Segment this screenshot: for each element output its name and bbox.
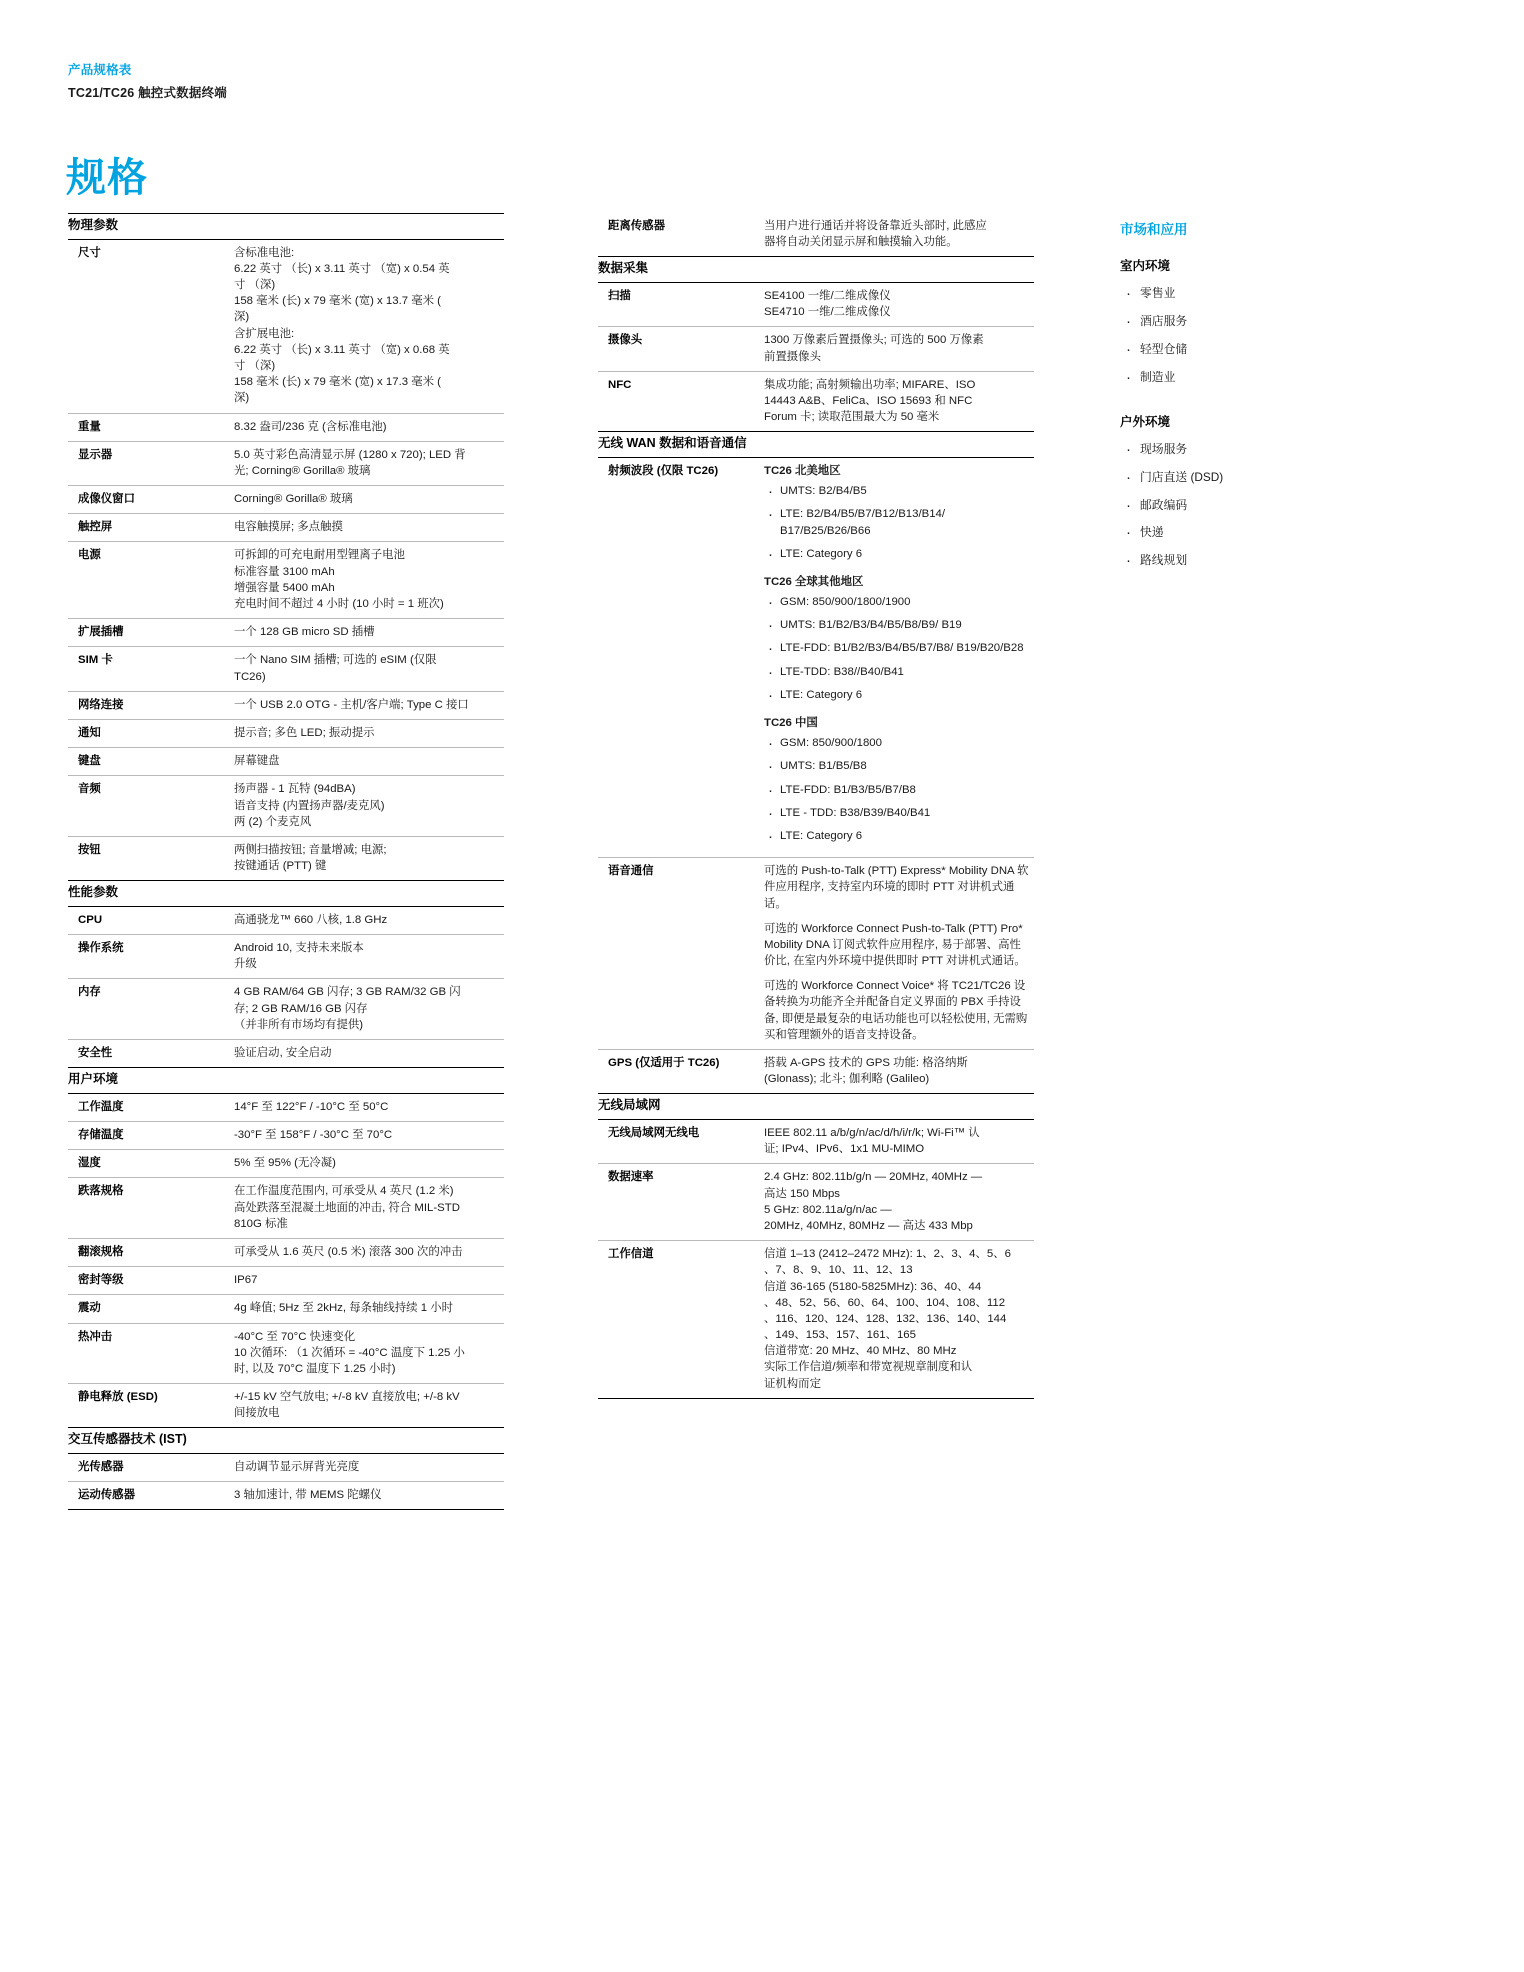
row-key: 内存 — [68, 979, 222, 1040]
spec-table — [598, 1120, 1034, 1399]
row-value — [222, 907, 504, 935]
table-row — [68, 1384, 504, 1428]
row-value — [222, 240, 504, 413]
value-line: 电容触摸屏; 多点触摸 — [234, 521, 343, 534]
list-item: · 零售业 — [1120, 286, 1400, 302]
value-line: 信道带宽: 20 MHz、40 MHz、80 MHz — [764, 1345, 957, 1358]
value-line: 5.0 英寸彩色高清显示屏 (1280 x 720); LED 背 — [234, 448, 466, 461]
table-row — [598, 1050, 1034, 1094]
row-key: 翻滚规格 — [68, 1238, 222, 1266]
row-value — [222, 1482, 504, 1510]
value-line: 时, 以及 70°C 温度下 1.25 小时) — [234, 1362, 396, 1375]
row-key: 键盘 — [68, 748, 222, 776]
list-item: · LTE-FDD: B1/B3/B5/B7/B8 — [764, 782, 1030, 798]
row-value — [222, 1454, 504, 1482]
market-list — [1120, 442, 1400, 570]
value-line: 器将自动关闭显示屏和触摸输入功能。 — [764, 236, 958, 249]
table-row — [68, 542, 504, 619]
table-row — [68, 748, 504, 776]
section-heading: 交互传感器技术 (IST) — [68, 1428, 504, 1454]
table-row — [68, 776, 504, 837]
value-line: 升级 — [234, 958, 257, 971]
proximity-sensor-table — [598, 213, 1034, 257]
value-line: 在工作温度范围内, 可承受从 4 英尺 (1.2 米) — [234, 1185, 454, 1198]
list-item: · GSM: 850/900/1800 — [764, 735, 1030, 751]
table-row — [68, 1178, 504, 1239]
row-value — [222, 776, 504, 837]
table-row — [68, 647, 504, 691]
value-line: IP67 — [234, 1274, 258, 1287]
row-key: 语音通信 — [598, 858, 752, 1050]
row-value — [222, 1150, 504, 1178]
value-line: 自动调节显示屏背光亮度 — [234, 1461, 360, 1474]
value-line: 一个 Nano SIM 插槽; 可选的 eSIM (仅限 — [234, 654, 437, 667]
spec-table — [68, 1454, 504, 1510]
table-row — [68, 907, 504, 935]
middle-column — [598, 213, 1034, 1399]
row-key: 显示器 — [68, 441, 222, 485]
row-key: SIM 卡 — [68, 647, 222, 691]
value-line: 6.22 英寸 （长) x 3.11 英寸 （宽) x 0.54 英 — [234, 262, 450, 275]
table-row — [68, 240, 504, 413]
table-row — [68, 1238, 504, 1266]
value-line: 一个 128 GB micro SD 插槽 — [234, 626, 375, 639]
value-line: 、116、120、124、128、132、136、140、144 — [764, 1312, 1007, 1325]
value-line: 10 次循环: （1 次循环 = -40°C 温度下 1.25 小 — [234, 1346, 465, 1359]
page-title: 规格 — [66, 156, 148, 200]
row-key: 密封等级 — [68, 1267, 222, 1295]
value-line: 两侧扫描按钮; 音量增减; 电源; — [234, 843, 387, 856]
value-line: 存; 2 GB RAM/16 GB 闪存 — [234, 1002, 368, 1015]
markets-title: 市场和应用 — [1120, 222, 1188, 237]
row-value — [222, 1094, 504, 1122]
value-line: 810G 标准 — [234, 1217, 288, 1230]
value-line: 高达 150 Mbps — [764, 1187, 840, 1200]
value-line: 一个 USB 2.0 OTG - 主机/客户端; Type C 接口 — [234, 698, 469, 711]
value-line: （并非所有市场均有提供) — [234, 1018, 364, 1031]
table-row — [598, 458, 1034, 858]
row-key: 成像仪窗口 — [68, 486, 222, 514]
row-value — [752, 458, 1034, 858]
value-line: 8.32 盎司/236 克 (含标准电池) — [234, 420, 387, 433]
row-key: 数据速率 — [598, 1164, 752, 1241]
list-item: · UMTS: B1/B5/B8 — [764, 758, 1030, 774]
value-line: 证; IPv4、IPv6、1x1 MU-MIMO — [764, 1143, 925, 1156]
spec-table — [598, 283, 1034, 432]
table-row — [598, 327, 1034, 371]
value-line: SE4710 一维/二维成像仪 — [764, 306, 891, 319]
table-row — [68, 1040, 504, 1068]
row-key: 工作温度 — [68, 1094, 222, 1122]
right-column — [1120, 213, 1400, 595]
row-value — [752, 1050, 1034, 1094]
row-key: 音频 — [68, 776, 222, 837]
value-line: 信道 36-165 (5180-5825MHz): 36、40、44 — [764, 1280, 982, 1293]
value-line: 、7、8、9、10、11、12、13 — [764, 1264, 913, 1277]
value-line: 实际工作信道/频率和带宽视规章制度和认 — [764, 1361, 973, 1374]
paragraph: 可选的 Workforce Connect Push-to-Talk (PTT) Pro* Mobility DNA 订阅式软件应用程序, 易于部署、高性价比, 在室内外环境中提供即时 PTT 对讲机式通话。 — [764, 922, 1026, 968]
paragraph: 可选的 Push-to-Talk (PTT) Express* Mobility DNA 软件应用程序, 支持室内环境的即时 PTT 对讲机式通话。 — [764, 865, 1029, 910]
value-line: 扬声器 - 1 瓦特 (94dBA) — [234, 783, 356, 796]
value-line: 14443 A&B、FeliCa、ISO 15693 和 NFC — [764, 394, 973, 407]
row-value — [752, 1120, 1034, 1164]
market-group-heading: 户外环境 — [1120, 414, 1171, 429]
row-key: 跌落规格 — [68, 1178, 222, 1239]
value-line: (Glonass); 北斗; 伽利略 (Galileo) — [764, 1073, 930, 1086]
row-value — [222, 514, 504, 542]
value-line: 语音支持 (内置扬声器/麦克风) — [234, 799, 385, 812]
band-list — [764, 594, 1030, 703]
section-heading: 用户环境 — [68, 1068, 504, 1094]
value-line: 高通骁龙™ 660 八核, 1.8 GHz — [234, 913, 388, 926]
value-line: SE4100 一维/二维成像仪 — [764, 290, 891, 302]
table-row — [598, 858, 1034, 1050]
value-line: 20MHz, 40MHz, 80MHz — 高达 433 Mbp — [764, 1219, 973, 1232]
row-value — [222, 1040, 504, 1068]
value-line: 、48、52、56、60、64、100、104、108、112 — [764, 1296, 1006, 1309]
row-key: NFC — [598, 371, 752, 432]
section-heading: 数据采集 — [598, 257, 1034, 283]
value-line: 3 轴加速计, 带 MEMS 陀螺仪 — [234, 1489, 382, 1502]
table-row — [68, 719, 504, 747]
value-line: 深) — [234, 392, 250, 405]
row-key: 触控屏 — [68, 514, 222, 542]
row-key: 无线局域网无线电 — [598, 1120, 752, 1164]
value-line: 可拆卸的可充电耐用型锂离子电池 — [234, 549, 405, 562]
table-row — [598, 1241, 1034, 1399]
row-value — [222, 1122, 504, 1150]
value-line: 158 毫米 (长) x 79 毫米 (宽) x 17.3 毫米 ( — [234, 376, 441, 389]
row-value — [222, 836, 504, 880]
row-value — [752, 327, 1034, 371]
row-value — [752, 371, 1034, 432]
table-row — [68, 1323, 504, 1384]
spec-table — [68, 240, 504, 882]
value-line: 搭载 A-GPS 技术的 GPS 功能: 格洛纳斯 — [764, 1057, 968, 1069]
table-row — [68, 619, 504, 647]
value-line: 5 GHz: 802.11a/g/n/ac — — [764, 1203, 892, 1216]
content-columns — [68, 213, 1460, 1510]
list-item: · UMTS: B2/B4/B5 — [764, 483, 1030, 499]
row-key: 通知 — [68, 719, 222, 747]
row-key: 距离传感器 — [598, 213, 752, 257]
table-row — [68, 1482, 504, 1510]
list-item: · LTE: Category 6 — [764, 828, 1030, 844]
table-row — [68, 691, 504, 719]
value-line: 2.4 GHz: 802.11b/g/n — 20MHz, 40MHz — — [764, 1171, 983, 1184]
value-line: 信道 1–13 (2412–2472 MHz): 1、2、3、4、5、6 — [764, 1248, 1011, 1261]
value-line: 两 (2) 个麦克风 — [234, 815, 312, 828]
row-key: 尺寸 — [68, 240, 222, 413]
row-key: 按钮 — [68, 836, 222, 880]
value-line: 14°F 至 122°F / -10°C 至 50°C — [234, 1100, 389, 1113]
row-key: CPU — [68, 907, 222, 935]
list-item: · 快递 — [1120, 525, 1400, 541]
value-line: 、149、153、157、161、165 — [764, 1329, 916, 1342]
value-line: IEEE 802.11 a/b/g/n/ac/d/h/i/r/k; Wi-Fi™ 认 — [764, 1127, 980, 1139]
row-key: 工作信道 — [598, 1241, 752, 1399]
band-group-heading: TC26 全球其他地区 — [764, 575, 864, 588]
value-line: TC26) — [234, 670, 266, 683]
row-value — [222, 441, 504, 485]
list-item: · 邮政编码 — [1120, 498, 1400, 514]
row-value — [752, 858, 1034, 1050]
value-line: +/-15 kV 空气放电; +/-8 kV 直接放电; +/-8 kV — [234, 1391, 460, 1404]
table-row — [68, 1454, 504, 1482]
value-line: 屏幕键盘 — [234, 755, 280, 768]
table-row — [68, 935, 504, 979]
row-value — [222, 542, 504, 619]
section-heading: 物理参数 — [68, 213, 504, 240]
market-list — [1120, 286, 1400, 386]
table-row — [68, 1267, 504, 1295]
row-key: 扩展插槽 — [68, 619, 222, 647]
row-value — [222, 935, 504, 979]
list-item: · 轻型仓储 — [1120, 342, 1400, 358]
table-row — [598, 1120, 1034, 1164]
list-item: · GSM: 850/900/1800/1900 — [764, 594, 1030, 610]
spec-table — [68, 1094, 504, 1429]
paragraph: 可选的 Workforce Connect Voice* 将 TC21/TC26 设备转换为功能齐全并配备自定义界面的 PBX 手持设备, 即便是最复杂的电话功能也可以轻松使用, 无需购买和管理额外的语音支持设备。 — [764, 980, 1028, 1041]
list-item: · 制造业 — [1120, 370, 1400, 386]
table-row — [68, 1295, 504, 1323]
list-item: · LTE: Category 6 — [764, 687, 1030, 703]
list-item: · 现场服务 — [1120, 442, 1400, 458]
value-line: 充电时间不超过 4 小时 (10 小时 = 1 班次) — [234, 598, 444, 610]
value-line: -30°F 至 158°F / -30°C 至 70°C — [234, 1129, 393, 1141]
value-line: Corning® Gorilla® 玻璃 — [234, 493, 353, 506]
section-heading: 无线局域网 — [598, 1094, 1034, 1120]
table-row — [598, 283, 1034, 327]
row-value — [222, 1384, 504, 1428]
value-line: 前置摄像头 — [764, 350, 821, 363]
value-line: 深) — [234, 311, 250, 324]
value-line: Android 10, 支持未来版本 — [234, 942, 364, 955]
market-group-heading: 室内环境 — [1120, 259, 1171, 273]
row-value — [222, 1323, 504, 1384]
section-heading: 性能参数 — [68, 881, 504, 907]
row-key: 网络连接 — [68, 691, 222, 719]
list-item: · 路线规划 — [1120, 553, 1400, 569]
row-key: 电源 — [68, 542, 222, 619]
wan-table — [598, 458, 1034, 1094]
list-item: · LTE-FDD: B1/B2/B3/B4/B5/B7/B8/ B19/B20/B28 — [764, 640, 1030, 656]
list-item: · LTE: Category 6 — [764, 546, 1030, 562]
row-value — [222, 1178, 504, 1239]
table-row — [68, 836, 504, 880]
table-row — [68, 514, 504, 542]
row-value — [222, 719, 504, 747]
table-row — [68, 1094, 504, 1122]
row-key: 湿度 — [68, 1150, 222, 1178]
value-line: 寸 （深) — [234, 359, 276, 372]
table-row — [598, 371, 1034, 432]
table-row — [68, 413, 504, 441]
value-line: 含标准电池: — [234, 246, 295, 259]
row-key: 射频波段 (仅限 TC26) — [598, 458, 752, 858]
row-value — [752, 1164, 1034, 1241]
list-item: · LTE: B2/B4/B5/B7/B12/B13/B14/ B17/B25/B26/B66 — [764, 506, 1030, 538]
value-line: 可承受从 1.6 英尺 (0.5 米) 滚落 300 次的冲击 — [234, 1245, 463, 1258]
value-line: 寸 （深) — [234, 279, 276, 291]
table-row — [598, 213, 1034, 257]
band-list — [764, 483, 1030, 562]
row-key: 扫描 — [598, 283, 752, 327]
row-value — [222, 979, 504, 1040]
row-value — [222, 486, 504, 514]
row-value — [222, 1295, 504, 1323]
list-item: · 酒店服务 — [1120, 314, 1400, 330]
value-line: 验证启动, 安全启动 — [234, 1047, 332, 1059]
document-subtitle: TC21/TC26 触控式数据终端 — [68, 86, 227, 100]
value-line: 提示音; 多色 LED; 振动提示 — [234, 726, 375, 739]
value-line: 高处跌落至混凝土地面的冲击, 符合 MIL-STD — [234, 1201, 460, 1214]
row-key: 摄像头 — [598, 327, 752, 371]
value-line: 按键通话 (PTT) 键 — [234, 860, 327, 873]
value-line: 增强容量 5400 mAh — [234, 581, 335, 594]
row-value — [222, 413, 504, 441]
row-key: 静电释放 (ESD) — [68, 1384, 222, 1428]
value-line: 4g 峰值; 5Hz 至 2kHz, 每条轴线持续 1 小时 — [234, 1302, 453, 1315]
value-line: 5% 至 95% (无冷凝) — [234, 1157, 336, 1170]
row-key: GPS (仅适用于 TC26) — [598, 1050, 752, 1094]
section-heading: 无线 WAN 数据和语音通信 — [598, 432, 1034, 458]
row-value — [222, 1238, 504, 1266]
band-group-heading: TC26 北美地区 — [764, 464, 841, 477]
left-column — [68, 213, 504, 1510]
value-line: 6.22 英寸 （长) x 3.11 英寸 （宽) x 0.68 英 — [234, 343, 450, 356]
document-kicker: 产品规格表 — [68, 63, 132, 77]
table-row — [68, 441, 504, 485]
value-line: 标准容量 3100 mAh — [234, 565, 335, 578]
list-item: · LTE - TDD: B38/B39/B40/B41 — [764, 805, 1030, 821]
band-list — [764, 735, 1030, 844]
list-item: · 门店直送 (DSD) — [1120, 470, 1400, 486]
value-line: -40°C 至 70°C 快速变化 — [234, 1330, 356, 1343]
row-key: 存储温度 — [68, 1122, 222, 1150]
table-row — [68, 979, 504, 1040]
row-key: 热冲击 — [68, 1323, 222, 1384]
document-header — [68, 60, 227, 101]
row-key: 重量 — [68, 413, 222, 441]
row-value — [222, 619, 504, 647]
value-line: 1300 万像素后置摄像头; 可选的 500 万像素 — [764, 334, 984, 347]
row-key: 安全性 — [68, 1040, 222, 1068]
table-row — [598, 1164, 1034, 1241]
value-line: 光; Corning® Gorilla® 玻璃 — [234, 464, 371, 477]
row-key: 操作系统 — [68, 935, 222, 979]
value-line: 当用户进行通话并将设备靠近头部时, 此感应 — [764, 220, 987, 232]
table-row — [68, 1150, 504, 1178]
row-value — [222, 1267, 504, 1295]
spec-table — [68, 907, 504, 1068]
row-value — [222, 647, 504, 691]
value-line: 证机构而定 — [764, 1377, 821, 1390]
table-row — [68, 486, 504, 514]
row-key: 光传感器 — [68, 1454, 222, 1482]
band-group-heading: TC26 中国 — [764, 717, 818, 729]
row-value — [752, 1241, 1034, 1399]
list-item: · LTE-TDD: B38//B40/B41 — [764, 664, 1030, 680]
value-line: 158 毫米 (长) x 79 毫米 (宽) x 13.7 毫米 ( — [234, 295, 441, 308]
table-row — [68, 1122, 504, 1150]
row-value — [752, 283, 1034, 327]
value-line: 含扩展电池: — [234, 327, 295, 340]
row-value — [222, 691, 504, 719]
row-value — [752, 213, 1034, 257]
row-value — [222, 748, 504, 776]
list-item: · UMTS: B1/B2/B3/B4/B5/B8/B9/ B19 — [764, 617, 1030, 633]
row-key: 运动传感器 — [68, 1482, 222, 1510]
value-line: 集成功能; 高射频输出功率; MIFARE、ISO — [764, 378, 976, 391]
value-line: 4 GB RAM/64 GB 闪存; 3 GB RAM/32 GB 闪 — [234, 986, 461, 999]
value-line: 间接放电 — [234, 1407, 280, 1420]
value-line: Forum 卡; 读取范围最大为 50 毫米 — [764, 411, 940, 424]
row-key: 震动 — [68, 1295, 222, 1323]
